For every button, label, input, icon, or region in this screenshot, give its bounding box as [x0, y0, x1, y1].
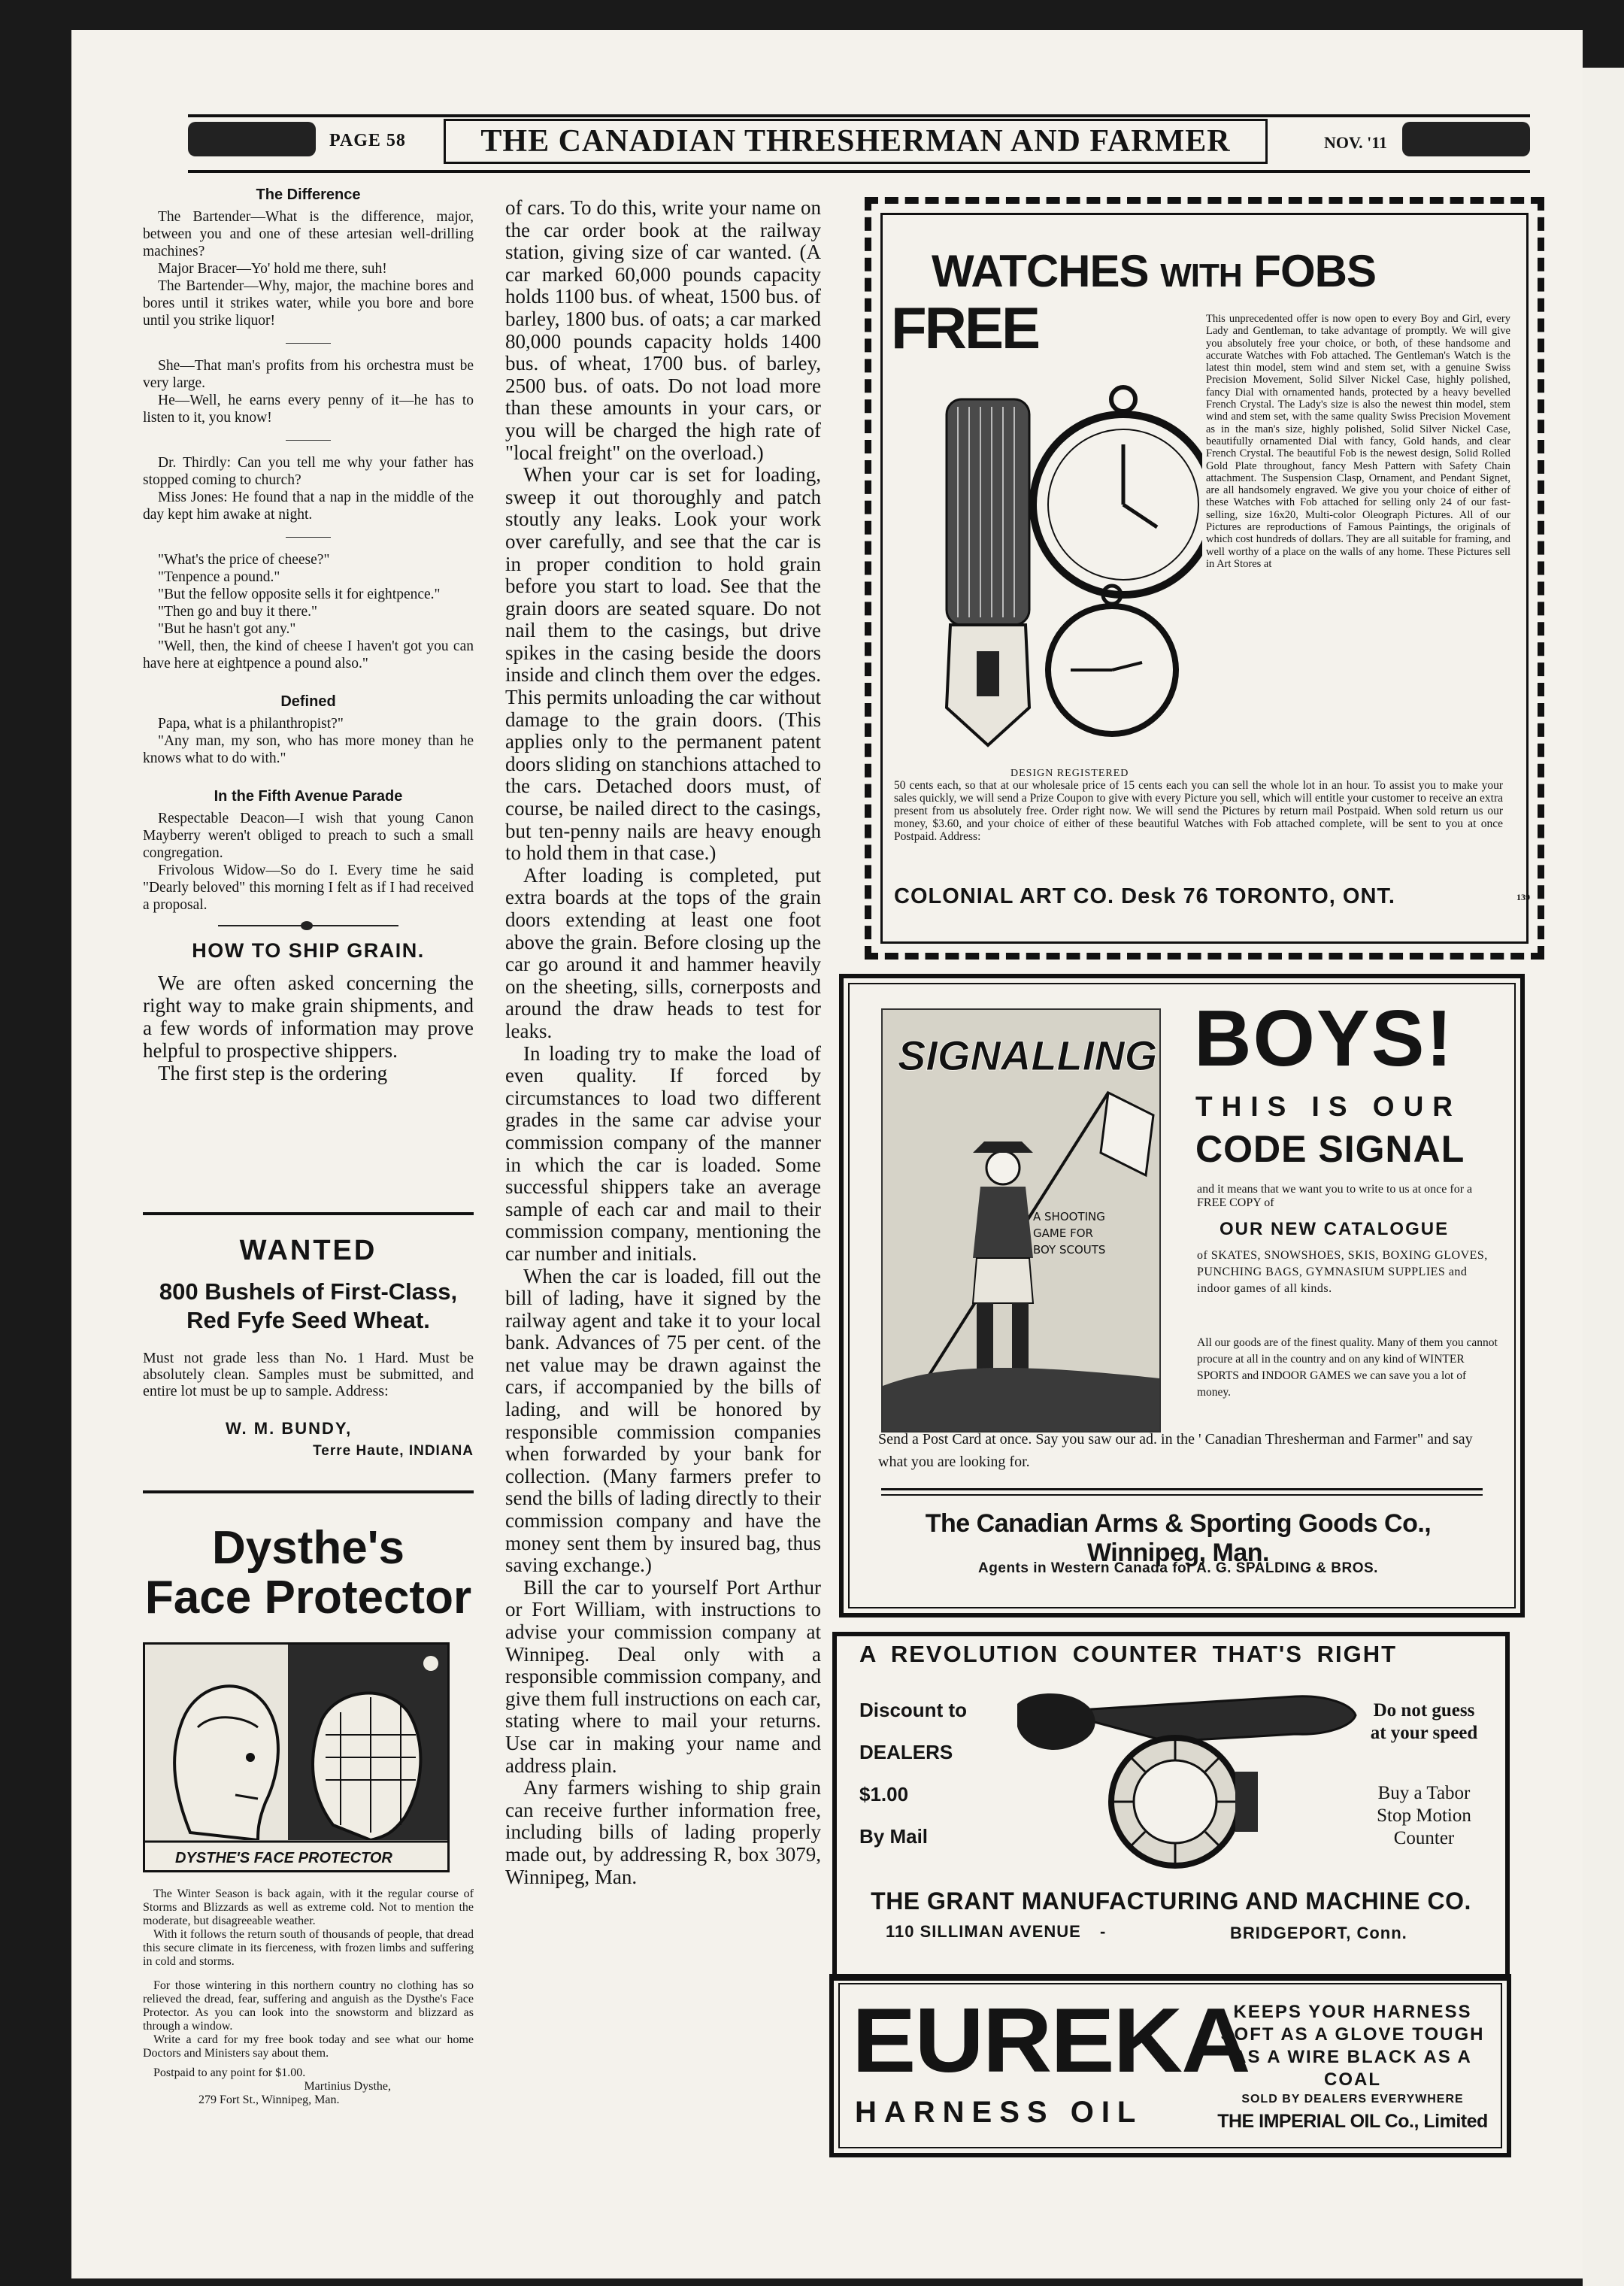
eureka-brand: EUREKA	[852, 1989, 1250, 2092]
header-ornament-left	[188, 122, 316, 156]
speed-tagline: Do not guess at your speed	[1370, 1700, 1478, 1743]
paragraph: Respectable Deacon—I wish that young Canon Mayberry weren't obliged to preach to such a small congregation.	[143, 811, 474, 861]
paragraph: "But he hasn't got any."	[158, 621, 296, 637]
pricing-line: $1.00	[859, 1783, 909, 1805]
paragraph: The Bartender—What is the difference, major, between you and one of these artesian well-drilling machines?	[143, 209, 474, 259]
pricing-line: Discount to	[859, 1699, 967, 1721]
code-signal-heading: CODE SIGNAL	[1195, 1128, 1465, 1170]
page-number: PAGE 58	[329, 131, 406, 150]
eureka-tagline: KEEPS YOUR HARNESS SOFT AS A GLOVE TOUGH AS A WIRE BLACK AS A COAL	[1220, 2002, 1485, 2090]
wanted-name: W. M. BUNDY,	[226, 1419, 353, 1438]
dealer-pricing	[859, 1689, 967, 1857]
illustration-caption: DYSTHE'S FACE PROTECTOR	[175, 1850, 392, 1866]
issue-date: NOV. '11	[1324, 133, 1387, 152]
headline-word: WITH	[1160, 257, 1242, 294]
boy-scout-illustration	[883, 1010, 1159, 1431]
catalogue-items: of SKATES, SNOWSHOES, SKIS, BOXING GLOVES, PUNCHING BAGS, GYMNASIUM SUPPLIES and indoor games of all kinds.	[1197, 1249, 1488, 1295]
next-page-edge	[1583, 68, 1624, 2286]
watches-address: COLONIAL ART CO. Desk 76 TORONTO, ONT.	[894, 884, 1395, 908]
boys-headline: BOYS!	[1194, 994, 1454, 1083]
paragraph: Postpaid to any point for $1.00.	[153, 2066, 306, 2079]
divider	[286, 343, 331, 344]
watches-terms: 50 cents each, so that at our wholesale price of 15 cents each you can sell the whole lot in an hour. To assist you to make your sales quickly, we will send a Prize Coupon to give with every Picture you sell, which will entitle your customer to receive an extra present from us absolutely free. Order right now. We will send the Pictures by return mail Postpaid. When sold return us our money, $3.60, and your choice of either of these beautiful Watches with Fob attached complete, will be sent to you at once Postpaid. Address:	[894, 779, 1503, 843]
paragraph: Papa, what is a philanthropist?"	[158, 716, 344, 732]
paragraph: Bill the car to yourself Port Arthur or Fort William, with instructions to advise your commission company at Winnipeg. Deal only with a responsible commission company, and give them full instructions on each car, stating where to mail your returns. Use car in making your name and address plain.	[505, 1575, 821, 1777]
eureka-company: THE IMPERIAL OIL Co., Limited	[1217, 2111, 1488, 2132]
free-label: FREE	[891, 295, 1039, 361]
paragraph: Write a card for my free book today and see what our home Doctors and Ministers say about them.	[143, 2033, 474, 2060]
wanted-subtitle: 800 Bushels of First-Class, Red Fyfe Seed Wheat.	[159, 1278, 458, 1333]
paragraph: The first step is the ordering	[158, 1062, 388, 1084]
face-protector-illustration	[143, 1642, 450, 1872]
watches-ad	[865, 197, 1544, 960]
boys-text: and it means that we want you to write to us at once for a FREE COPY of	[1197, 1183, 1473, 1209]
dysthe-title: Dysthe's	[212, 1522, 404, 1574]
this-is-our: THIS IS OUR	[1195, 1091, 1462, 1122]
pricing-line: By Mail	[859, 1825, 929, 1848]
paragraph: He—Well, he earns every penny of it—he has to listen to it, you know!	[143, 393, 474, 426]
paragraph: Major Bracer—Yo' hold me there, suh!	[158, 261, 387, 277]
wanted-place: Terre Haute, INDIANA	[313, 1443, 474, 1459]
boys-code-signal-ad	[839, 974, 1525, 1617]
signalling-poster	[881, 1008, 1161, 1433]
paragraph: We are often asked concerning the right way to make grain shipments, and a few words of information may prove helpful to prospective shippers.	[143, 972, 474, 1062]
divider	[881, 1494, 1483, 1496]
dysthe-ad	[143, 1490, 474, 2107]
paragraph: The Winter Season is back again, with it the regular course of Storms and Blizzards as well as extreme cold. Not to mention the moderate, but disagreeable weather.	[143, 1887, 474, 1927]
article-title: HOW TO SHIP GRAIN.	[192, 939, 425, 962]
watch-fob-illustration	[917, 354, 1202, 760]
signature-address: 279 Fort St., Winnipeg, Man.	[198, 2093, 340, 2106]
wanted-body: Must not grade less than No. 1 Hard. Must be absolutely clean. Samples must be submitted, and entire lot must be up to sample. Address:	[143, 1350, 474, 1399]
page-header	[188, 114, 1530, 167]
paragraph: After loading is completed, put extra boards at the tops of the grain doors extending at least one foot above the grain. Before closing up the car go around it and hammer heavily on the sheeting, sills, cornerposts and around the draw heads to test for leaks.	[505, 863, 821, 1042]
wanted-title: WANTED	[239, 1235, 377, 1266]
divider	[286, 440, 331, 441]
ornamental-rule	[143, 920, 474, 932]
eureka-sold-by: SOLD BY DEALERS EVERYWHERE	[1241, 2093, 1464, 2106]
masthead-title: THE CANADIAN THRESHERMAN AND FARMER	[444, 119, 1268, 164]
paragraph: When the car is loaded, fill out the bill of lading, have it signed by the railway agent and take it to your local bank. Advances of 75 per cent. of the net value may be drawn against the cars, if accompanied by the bills of lading, and will be honored by responsible commission companies when forwarded by your bank for collection. (Many farmers prefer to send the bills of lading directly to their commission company and have the money sent them by insured bag, thus saving exchange.)	[505, 1264, 821, 1577]
divider	[286, 537, 331, 538]
headline-word: FOBS	[1253, 246, 1376, 296]
company-city: BRIDGEPORT, Conn.	[1230, 1924, 1407, 1942]
dysthe-title: Face Protector	[144, 1572, 472, 1624]
dysthe-text	[143, 1887, 474, 2107]
eureka-harness-oil-ad	[829, 1974, 1511, 2157]
paragraph: "Then go and buy it there."	[158, 604, 317, 620]
paragraph: In loading try to make the load of even quality. If forced by circumstances to load two different grades in the same car advise your commission company of the manner in which the car is loaded. Some successful shippers take an average sample of each car and mail to their commission company, mentioning the car number and initials.	[505, 1041, 821, 1265]
buy-tagline: Buy a Tabor Stop Motion Counter	[1377, 1783, 1471, 1848]
paragraph: The Bartender—Why, major, the machine bores and bores until it strikes water, while you bore and bore until you strike liquor!	[143, 278, 474, 329]
paragraph: With it follows the return south of thousands of people, that dread this secure climate in its fierceness, with frozen limbs and suffering in cold and storms.	[143, 1928, 474, 1968]
faces-drawing	[145, 1645, 447, 1870]
paragraph: Dr. Thirdly: Can you tell me why your father has stopped coming to church?	[143, 455, 474, 488]
company-name: THE GRANT MANUFACTURING AND MACHINE CO.	[871, 1887, 1471, 1915]
watches-description: This unprecedented offer is now open to every Boy and Girl, every Lady and Gentleman, to take advantage of promptly. We will give you absolutely free your choice, or both, of these handsome and accurate Watches with Fob attached. The Gentleman's Watch is the latest thin model, stem wind and stem set, with a genuine Swiss Precision Movement, Solid Silver Nickel Case, highly polished, fancy Dial with ornamented hands, protected by a heavy bevelled French Crystal. The Lady's size is also the newest thin model, stem wind and stem set, with the same quality Swiss Precision Movement as in the man's size, highly polished, Solid Silver Nickel Case, beautifully ornamented Dial with fancy, Gold hands, and clear French Crystal. The beautiful Fob is the newest design, Solid Rolled Gold Plate throughout, fancy Mesh Pattern with Safety Chain attachment. The Suspension Clasp, Ornament, and Pendant Signet, are all handsomely engraved. We give you your choice of either of these Watches with Fob attached for selling only 24 of our fast-selling, size 16x20, Multi-color Oleograph Pictures. All of our Pictures are reproductions of Famous Paintings, the originals of which cost hundreds of dollars. They are all suitable for framing, and well worthy of a place on the walls of any home. These Pictures sell in Art Stores at	[1206, 313, 1510, 570]
paragraph: "Any man, my son, who has more money than he knows what to do with."	[143, 733, 474, 766]
headline-word: WATCHES	[932, 246, 1149, 296]
agents-line: Agents in Western Canada for A. G. SPALDING & BROS.	[978, 1560, 1378, 1576]
paragraph: "Tenpence a pound."	[158, 569, 280, 585]
pricing-line: DEALERS	[859, 1741, 953, 1763]
watches-headline	[932, 245, 1376, 297]
wanted-ad	[143, 1212, 474, 1460]
section-heading: The Difference	[256, 186, 361, 203]
paragraph: of cars. To do this, write your name on the car order book at the railway station, giving size of car wanted. (A car marked 60,000 pounds capacity holds 1100 bus. of wheat, 1500 bus. of barley, 1800 bus. of oats; a car marked 80,000 pounds capacity holds 1400 bus. of wheat, 1700 bus. of barley, 2500 bus. of oats. Do not load more than these amounts in your cars, or you will be charged the high rate of "local freight" on the overload.)	[505, 196, 821, 464]
counter-illustration	[1010, 1681, 1363, 1877]
paragraph: When your car is set for loading, sweep it out thoroughly and patch stoutly any leaks. Look your work over carefully, and see that the car is in proper condition to hold grain before you start to load. See that the grain doors are seated square. Do not nail them to the casings, but drive spikes in the casing beside the doors inside and clinch them over the edges. This permits unloading the car without damage to the grain doors. (This applies only to the permanent patent doors sliding on stanchions attached to the cars. Detached doors must, of course, be nailed direct to the casings, but ten-penny nails are heavy enough to hold them in that case.)	[505, 463, 821, 865]
paragraph: She—That man's profits from his orchestra must be very large.	[143, 358, 474, 391]
paragraph: "But the fellow opposite sells it for eightpence."	[158, 587, 441, 602]
address-dash: -	[1100, 1922, 1106, 1941]
paragraph: Any farmers wishing to ship grain can receive further information free, including bills of lading properly made out, by addressing R, box 3079, Winnipeg, Man.	[505, 1776, 821, 1888]
paragraph: Frivolous Widow—So do I. Every time he said "Dearly beloved" this morning I felt as if I had received a proposal.	[143, 863, 474, 913]
poster-title: SIGNALLING	[898, 1032, 1158, 1079]
paragraph: "Well, then, the kind of cheese I haven't got you can have here at eightpence a pound also."	[143, 638, 474, 672]
paragraph: For those wintering in this northern country no clothing has so relieved the dread, fear, suffering and anguish as the Dysthe's Face Protector. As you can look into the snowstorm and blizzard as through a window.	[143, 1979, 474, 2033]
signature-name: Martinius Dysthe,	[304, 2080, 391, 2093]
divider	[881, 1488, 1483, 1490]
shipping-article-column	[505, 197, 821, 1888]
boys-text: All our goods are of the finest quality. Many of them you cannot procure at all in the country and on any kind of WINTER SPORTS and INDOOR GAMES we can save you a lot of money.	[1197, 1336, 1498, 1399]
section-heading: Defined	[280, 693, 336, 710]
boys-call-to-action: Send a Post Card at once. Say you saw our ad. in the ' Canadian Thresherman and Farmer" and say what you are looking for.	[878, 1431, 1473, 1470]
jokes-column	[143, 180, 474, 1084]
ad-number: 139	[1516, 892, 1530, 902]
eureka-product: HARNESS OIL	[855, 2096, 1144, 2129]
paragraph: "What's the price of cheese?"	[158, 552, 330, 568]
revolution-counter-ad	[832, 1632, 1510, 1981]
header-ornament-right	[1402, 122, 1530, 156]
poster-text: A SHOOTING GAME FOR BOY SCOUTS	[1033, 1210, 1106, 1257]
paragraph: Miss Jones: He found that a nap in the middle of the day kept him awake at night.	[143, 490, 474, 523]
catalogue-heading: OUR NEW CATALOGUE	[1220, 1219, 1450, 1239]
company-name: The Canadian Arms & Sporting Goods Co., Winnipeg, Man.	[925, 1509, 1432, 1567]
company-address: 110 SILLIMAN AVENUE	[886, 1922, 1081, 1941]
section-heading: In the Fifth Avenue Parade	[214, 788, 403, 805]
design-registered: DESIGN REGISTERED	[1010, 768, 1129, 779]
revolution-headline: A REVOLUTION COUNTER THAT'S RIGHT	[859, 1641, 1398, 1667]
